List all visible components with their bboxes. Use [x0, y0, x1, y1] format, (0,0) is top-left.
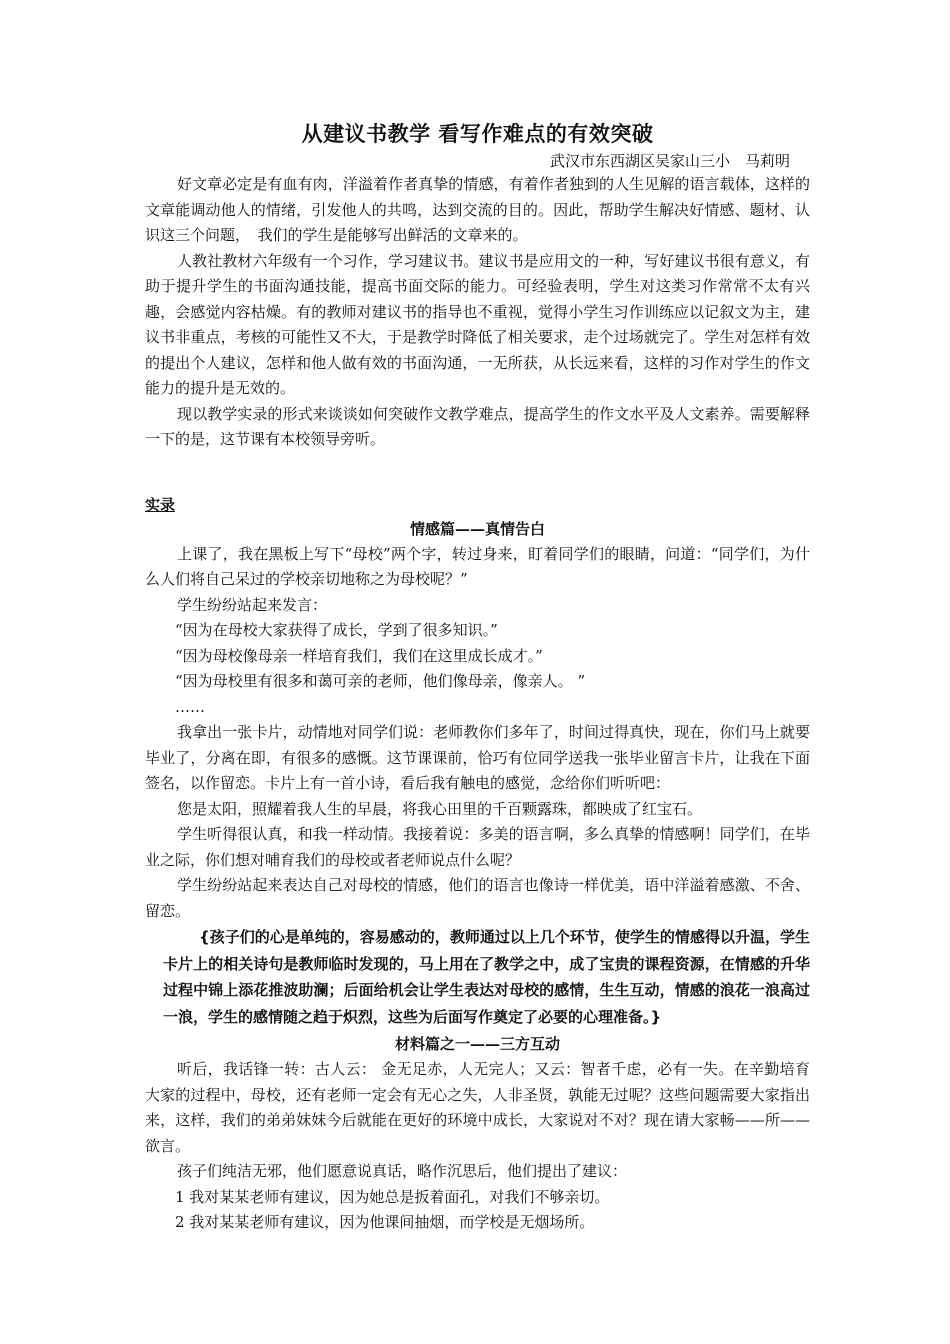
- section1-paragraph-3: 我拿出一张卡片，动情地对同学们说：老师教你们多年了，时间过得真快，现在，你们马上就要毕业了，分离在即，有很多的感慨。这节课课前，恰巧有位同学送我一张毕业留言卡片，让我在下面签名，以作留恋。卡片上有一首小诗，看后我有触电的感觉，念给你们听听吧：: [145, 723, 810, 792]
- poem-line: 您是太阳，照耀着我人生的早晨，将我心田里的千百颗露珠，都映成了红宝石。: [177, 799, 703, 818]
- record-label: 实录: [145, 495, 176, 514]
- section1-paragraph-2: 学生纷纷站起来发言：: [177, 595, 328, 614]
- section-heading-emotion: 情感篇——真情告白: [409, 519, 545, 538]
- section1-paragraph-1: 上课了，我在黑板上写下“母校”两个字，转过身来，盯着同学们的眼睛，问道：“同学们，为什么人们将自己呆过的学校亲切地称之为母校呢？”: [145, 544, 810, 588]
- intro-paragraph-1: 好文章必定是有血有肉，洋溢着作者真挚的情感，有着作者独到的人生见解的语言载体，这样的文章能调动他人的情绪，引发他人的共鸣，达到交流的目的。因此，帮助学生解决好情感、题材、认识这三个问题， 我们的学生是能够写出鲜活的文章来的。: [145, 175, 810, 244]
- intro-paragraph-3: 现以教学实录的形式来谈谈如何突破作文教学难点，提高学生的作文水平及人文素养。需要解释一下的是，这节课有本校领导旁听。: [145, 404, 810, 448]
- student-quote-2: “因为母校像母亲一样培育我们，我们在这里成长成才。”: [175, 646, 543, 665]
- student-quote-1: “因为在母校大家获得了成长，学到了很多知识。”: [175, 621, 498, 639]
- section-heading-material: 材料篇之一——三方互动: [394, 1035, 560, 1053]
- student-quote-3: “因为母校里有很多和蔼可亲的老师，他们像母亲，像亲人。 ”: [175, 672, 586, 690]
- author-line: 武汉市东西湖区吴家山三小 马莉明: [549, 152, 790, 170]
- document-title: 从建议书教学 看写作难点的有效突破: [301, 122, 654, 146]
- ellipsis-line: ……: [175, 697, 205, 716]
- section2-paragraph-2: 孩子们纯洁无邪，他们愿意说真话，略作沉思后，他们提出了建议：: [177, 1162, 628, 1180]
- suggestion-item-2: 2 我对某某老师有建议，因为他课间抽烟，而学校是无烟场所。: [175, 1213, 595, 1231]
- document-page: [145, 118, 810, 1236]
- section1-paragraph-4: 学生听得很认真，和我一样动情。我接着说：多美的语言啊，多么真挚的情感啊！同学们，在毕业之际，你们想对哺育我们的母校或者老师说点什么呢？: [145, 825, 810, 869]
- section1-paragraph-5: 学生纷纷站起来表达自己对母校的情感，他们的语言也像诗一样优美，语中洋溢着感激、不舍、留恋。: [145, 876, 810, 920]
- intro-paragraph-2: 人教社教材六年级有一个习作，学习建议书。建议书是应用文的一种，写好建议书很有意义，有助于提升学生的书面沟通技能，提高书面交际的能力。可经验表明，学生对这类习作常常不太有兴趣，会感觉内容枯燥。有的教师对建议书的指导也不重视，觉得小学生习作训练应以记叙文为主，建议书非重点，考核的可能性又不大，于是教学时降低了相关要求，走个过场就完了。学生对怎样有效的提出个人建议，怎样和他人做有效的书面沟通，一无所获，从长远来看，这样的习作对学生的作文能力的提升是无效的。: [145, 251, 810, 397]
- suggestion-item-1: 1 我对某某老师有建议，因为她总是扳着面孔，对我们不够亲切。: [175, 1187, 610, 1206]
- section2-paragraph-1: 听后，我话锋一转：古人云： 金无足赤，人无完人；又云：智者千虑，必有一失。在辛勤培育大家的过程中，母校，还有老师一定会有无心之失，人非圣贤，孰能无过呢？这些问题需要大家指出来，这样，我们的弟弟妹妹今后就能在更好的环境中成长，大家说对不对？现在请大家畅——所——欲言。: [145, 1060, 810, 1155]
- spacer: [145, 453, 810, 493]
- teacher-commentary: {孩子们的心是单纯的，容易感动的，教师通过以上几个环节，使学生的情感得以升温，学生卡片上的相关诗句是教师临时发现的，马上用在了教学之中，成了宝贵的课程资源，在情感的升华过程中锦上添花推波助澜；后面给机会让学生表达对母校的感情，生生互动，情感的浪花一浪高过一浪，学生的感情随之趋于炽烈，这些为后面写作奠定了必要的心理准备。}: [163, 928, 810, 1026]
